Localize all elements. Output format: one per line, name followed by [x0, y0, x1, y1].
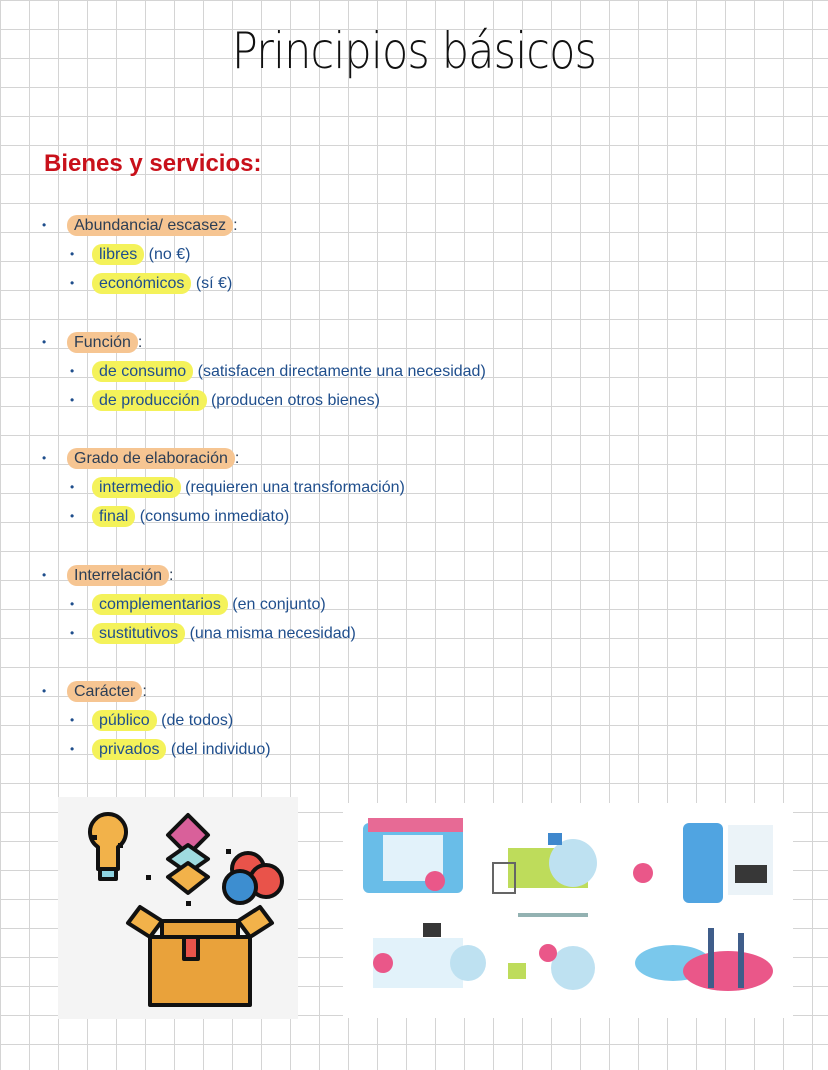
colon: : [234, 450, 240, 467]
category-label: Función [67, 332, 138, 353]
bullet: • [42, 451, 47, 465]
bullet: • [70, 393, 75, 407]
term-note: (requieren una transformación) [180, 479, 405, 496]
bullet: • [70, 247, 75, 261]
outline-item [0, 561, 828, 590]
term-note: (en conjunto) [227, 596, 326, 613]
term-note: (de todos) [156, 712, 234, 729]
services-illustrations [343, 803, 793, 1018]
category-label: Grado de elaboración [67, 448, 235, 469]
sub-item [0, 706, 828, 735]
bullet: • [70, 597, 75, 611]
bullet: • [70, 742, 75, 756]
term-note: (una misma necesidad) [185, 625, 356, 642]
term-note: (sí €) [191, 275, 233, 292]
bullet: • [42, 684, 47, 698]
category-label: Abundancia/ escasez [67, 215, 233, 236]
bullet: • [70, 276, 75, 290]
outline-item [0, 677, 828, 706]
colon: : [233, 217, 238, 234]
term: económicos [92, 273, 191, 294]
term: de producción [92, 390, 207, 411]
bullet: • [70, 626, 75, 640]
outline-group [0, 328, 828, 415]
term-note: (producen otros bienes) [206, 392, 380, 409]
goods-icon-illustration [58, 797, 298, 1019]
term-note: (no €) [144, 246, 191, 263]
sub-item [0, 590, 828, 619]
bullet: • [70, 509, 75, 523]
outline-item [0, 328, 828, 357]
term: final [92, 506, 135, 527]
term-note: (consumo inmediato) [135, 508, 290, 525]
term-note: (del individuo) [166, 741, 271, 758]
term: de consumo [92, 361, 193, 382]
colon: : [169, 567, 174, 584]
term-note: (satisfacen directamente una necesidad) [193, 363, 486, 380]
category-label: Interrelación [67, 565, 169, 586]
sub-item [0, 735, 828, 764]
term: público [92, 710, 157, 731]
outline-item [0, 211, 828, 240]
sub-item [0, 473, 828, 502]
section-heading: Bienes y servicios: [44, 150, 262, 177]
outline-group [0, 211, 828, 298]
term: libres [92, 244, 144, 265]
sub-item [0, 619, 828, 648]
term: sustitutivos [92, 623, 185, 644]
outline-group [0, 561, 828, 648]
bullet: • [70, 480, 75, 494]
outline-group [0, 677, 828, 764]
page-title: Principios básicos [231, 22, 597, 80]
sub-item [0, 386, 828, 415]
sub-item [0, 269, 828, 298]
sub-item [0, 240, 828, 269]
bullet: • [42, 335, 47, 349]
outline-group [0, 444, 828, 531]
bullet: • [70, 364, 75, 378]
term: intermedio [92, 477, 181, 498]
colon: : [137, 334, 143, 351]
sub-item [0, 502, 828, 531]
sub-item [0, 357, 828, 386]
bullet: • [42, 568, 47, 582]
term: privados [92, 739, 166, 760]
term: complementarios [92, 594, 228, 615]
outline-item [0, 444, 828, 473]
bullet: • [70, 713, 75, 727]
colon: : [142, 683, 147, 700]
bullet: • [42, 218, 47, 232]
category-label: Carácter [67, 681, 142, 702]
